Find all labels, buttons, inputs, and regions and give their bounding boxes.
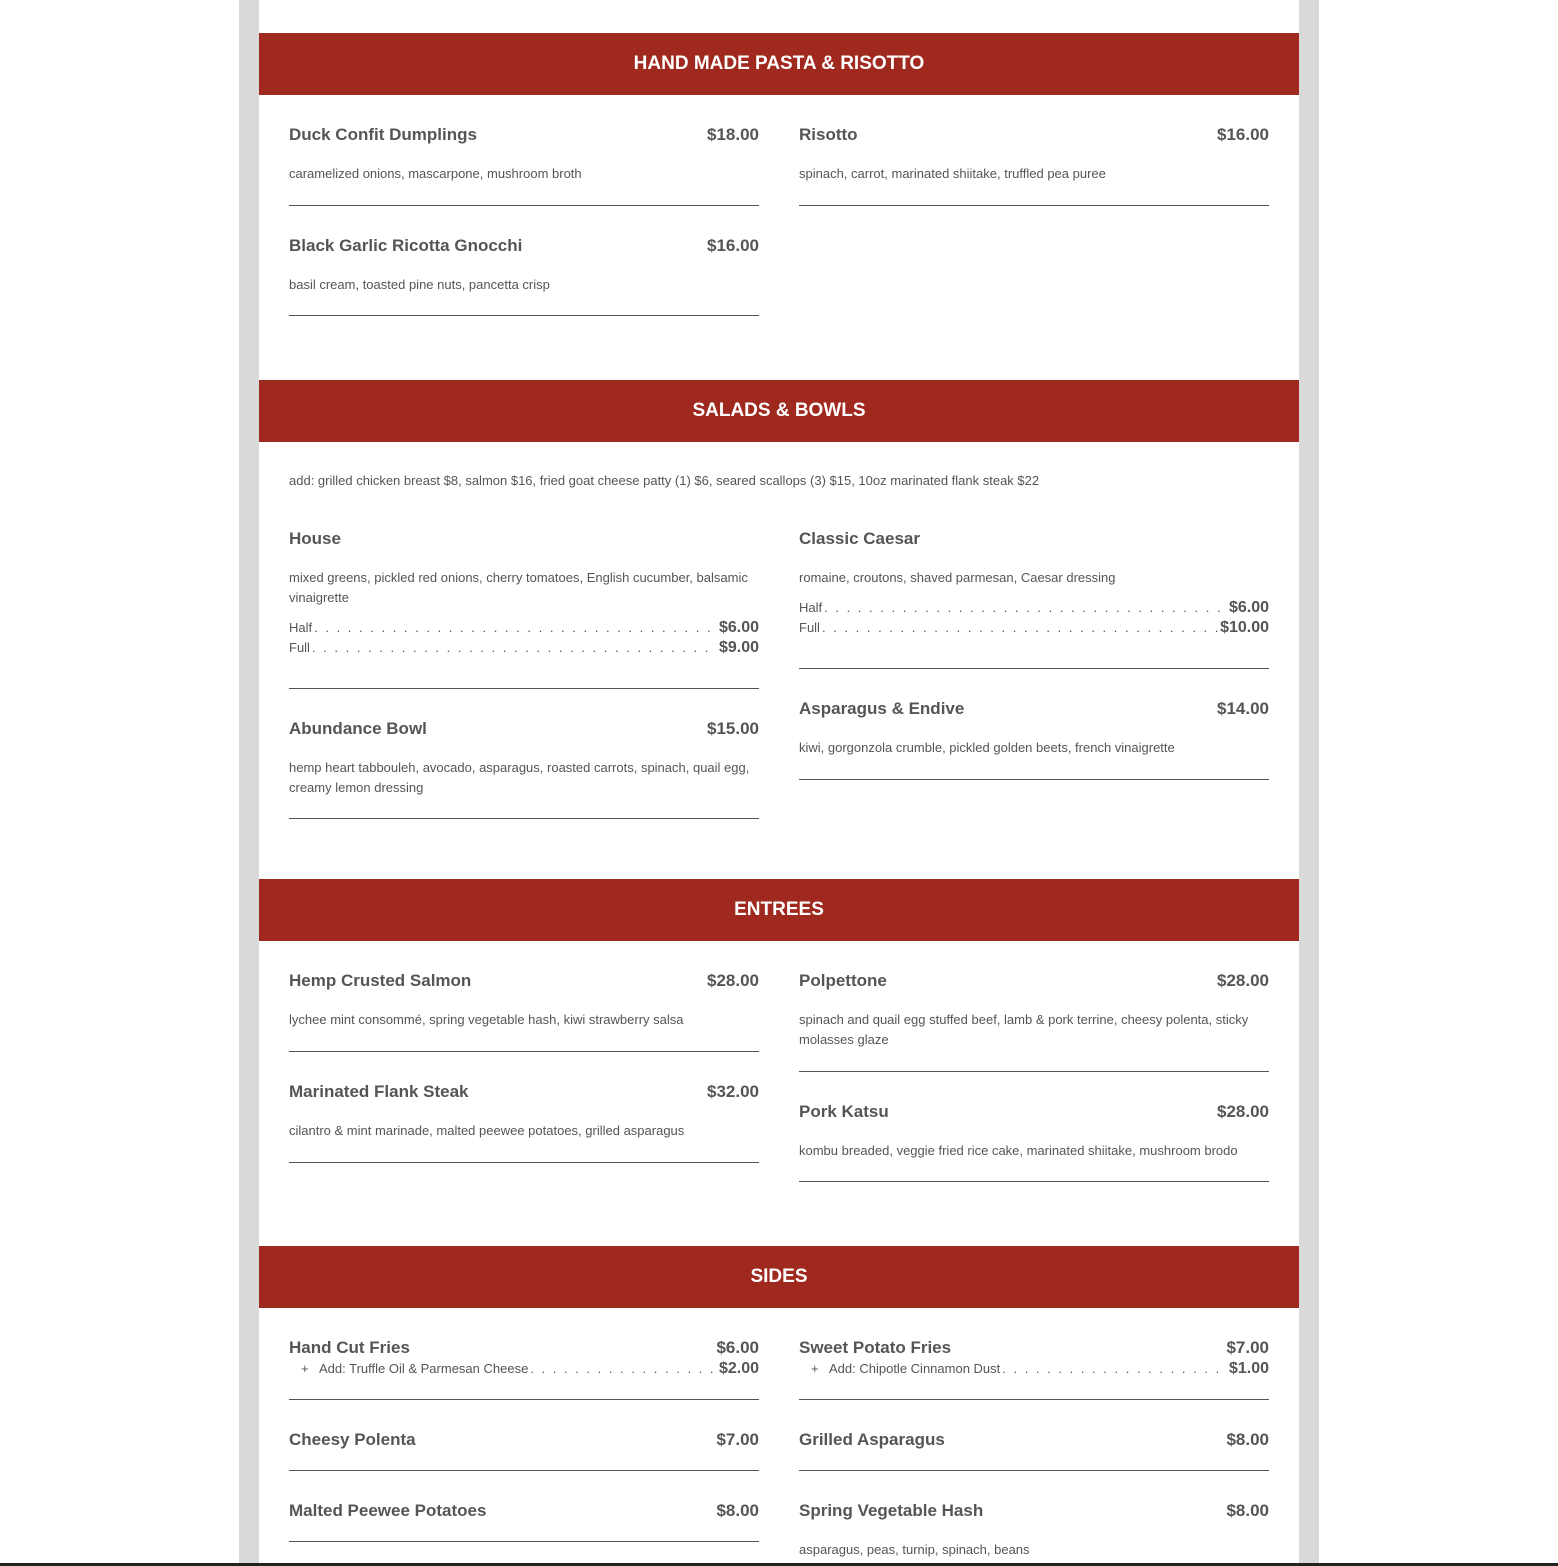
item-description: spinach, carrot, marinated shiitake, truffled pea puree: [799, 166, 1106, 181]
item-description: romaine, croutons, shaved parmesan, Caesar dressing: [799, 570, 1116, 585]
item-name: Risotto: [799, 125, 858, 144]
item-name: Black Garlic Ricotta Gnocchi: [289, 236, 523, 255]
item-name: Pork Katsu: [799, 1102, 889, 1121]
option-price: $9.00: [718, 638, 759, 656]
option-price: $10.00: [1220, 618, 1269, 636]
option-price: $6.00: [1228, 599, 1269, 616]
item-price: $15.00: [707, 719, 759, 738]
size-options: [799, 599, 1269, 638]
salads-addon-note: add: grilled chicken breast $8, salmon $16, fried goat cheese patty (1) $6, seared scallops (3) $15, 10oz marinated flank steak $22: [289, 473, 1040, 488]
size-options: [289, 619, 759, 658]
item-name: Malted Peewee Potatoes: [289, 1501, 487, 1520]
menu-item: [289, 1338, 759, 1400]
item-name: Classic Caesar: [799, 529, 920, 548]
item-description: caramelized onions, mascarpone, mushroom broth: [289, 166, 582, 181]
addon-label: + Add: Truffle Oil & Parmesan Cheese: [289, 1361, 528, 1376]
item-name: House: [289, 529, 341, 548]
size-option: [289, 639, 759, 659]
item-name: Polpettone: [799, 971, 887, 990]
option-label: Full: [289, 639, 310, 655]
menu-item: [799, 1501, 1269, 1563]
item-price: $6.00: [716, 1338, 759, 1357]
menu-item: [799, 971, 1269, 1072]
item-name: Hemp Crusted Salmon: [289, 971, 472, 990]
item-price: $7.00: [1226, 1338, 1269, 1357]
section-header-sides: SIDES: [259, 1246, 1299, 1308]
option-label: Half: [799, 600, 823, 615]
menu-item: [289, 529, 759, 689]
item-price: $8.00: [716, 1501, 759, 1520]
item-description: lychee mint consommé, spring vegetable hash, kiwi strawberry salsa: [289, 1012, 684, 1027]
left-page-gutter: [239, 0, 259, 1566]
item-description: hemp heart tabbouleh, avocado, asparagus, roasted carrots, spinach, quail egg, creamy lemon dressing: [289, 760, 750, 795]
item-price: $8.00: [1226, 1430, 1269, 1449]
item-description: kiwi, gorgonzola crumble, pickled golden beets, french vinaigrette: [799, 740, 1175, 755]
item-description: cilantro & mint marinade, malted peewee potatoes, grilled asparagus: [289, 1123, 685, 1138]
size-option: [289, 619, 759, 639]
menu-item: [799, 125, 1269, 206]
item-description: basil cream, toasted pine nuts, pancetta crisp: [289, 277, 550, 292]
right-page-gutter: [1299, 0, 1319, 1566]
addon-option: [799, 1360, 1269, 1380]
item-price: $16.00: [1217, 125, 1269, 144]
item-name: Cheesy Polenta: [289, 1430, 416, 1449]
menu-item: [289, 719, 759, 819]
dot-leader: [530, 1361, 717, 1376]
item-price: $32.00: [707, 1082, 759, 1101]
option-label: Full: [799, 619, 820, 635]
item-description: spinach and quail egg stuffed beef, lamb & pork terrine, cheesy polenta, sticky molasses glaze: [799, 1012, 1249, 1047]
item-price: $28.00: [707, 971, 759, 990]
option-price: $6.00: [718, 619, 759, 636]
item-price: $28.00: [1217, 1102, 1269, 1121]
menu-item: [799, 1102, 1269, 1182]
menu-item: [289, 125, 759, 206]
item-description: asparagus, peas, turnip, spinach, beans: [799, 1542, 1030, 1557]
item-name: Abundance Bowl: [289, 719, 427, 738]
item-description: kombu breaded, veggie fried rice cake, marinated shiitake, mushroom brodo: [799, 1143, 1238, 1158]
addon-option: [289, 1360, 759, 1380]
addon-price: $2.00: [718, 1360, 759, 1377]
menu-item: [799, 529, 1269, 669]
item-name: Hand Cut Fries: [289, 1338, 410, 1357]
item-price: $16.00: [707, 236, 759, 255]
section-header-salads: SALADS & BOWLS: [259, 380, 1299, 442]
item-name: Sweet Potato Fries: [799, 1338, 952, 1357]
dot-leader: [822, 620, 1218, 635]
item-name: Grilled Asparagus: [799, 1430, 945, 1449]
option-label: Half: [289, 620, 313, 635]
dot-leader: [824, 600, 1227, 615]
menu-item: [289, 1082, 759, 1163]
dot-leader: [1002, 1361, 1227, 1376]
menu-item: [799, 1338, 1269, 1400]
size-option: [799, 619, 1269, 639]
item-name: Marinated Flank Steak: [289, 1082, 469, 1101]
item-price: $8.00: [1226, 1501, 1269, 1520]
addon-label: + Add: Chipotle Cinnamon Dust: [799, 1361, 1000, 1376]
menu-item: [289, 1501, 759, 1542]
dot-leader: [312, 640, 717, 655]
section-header-pasta: HAND MADE PASTA & RISOTTO: [259, 33, 1299, 95]
section-header-entrees: ENTREES: [259, 879, 1299, 941]
menu-item: [799, 1430, 1269, 1471]
dot-leader: [314, 620, 717, 635]
size-option: [799, 599, 1269, 619]
item-price: $28.00: [1217, 971, 1269, 990]
item-name: Asparagus & Endive: [799, 699, 965, 718]
item-name: Duck Confit Dumplings: [289, 125, 477, 144]
addon-price: $1.00: [1228, 1360, 1269, 1377]
menu-item: [289, 1430, 759, 1471]
menu-item: [799, 699, 1269, 780]
item-name: Spring Vegetable Hash: [799, 1501, 984, 1520]
item-description: mixed greens, pickled red onions, cherry tomatoes, English cucumber, balsamic vinaigrette: [289, 570, 748, 605]
item-price: $7.00: [716, 1430, 759, 1449]
item-price: $14.00: [1217, 699, 1269, 718]
menu-item: [289, 236, 759, 316]
item-price: $18.00: [707, 125, 759, 144]
menu-item: [289, 971, 759, 1052]
